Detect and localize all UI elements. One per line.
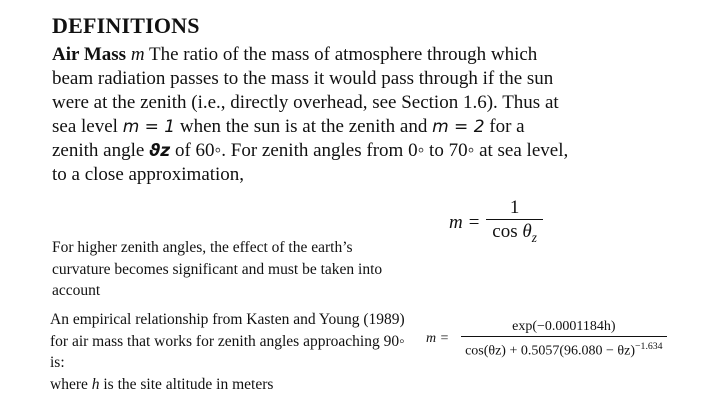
page-heading: DEFINITIONS <box>52 13 200 38</box>
equation1-denominator <box>486 219 543 249</box>
equation1-fraction <box>486 197 543 249</box>
equation2-fraction <box>461 318 667 361</box>
kasten-young-equation <box>426 318 667 361</box>
where-prefix: where <box>50 375 92 393</box>
m-equals-2: m = 2 <box>432 117 485 137</box>
theta-z-symbol: ϑz <box>149 141 171 161</box>
equation1-cos: cos <box>492 221 518 242</box>
air-mass-equation-simple <box>449 197 543 249</box>
equation1-sub: z <box>531 229 537 245</box>
equation2-denominator-text: cos(θz) + 0.5057(96.080 − θz) <box>465 343 636 359</box>
kasten-young-text: An empirical relationship from Kasten and Young (1989) for air mass that works for zenith angles approaching 90◦ is: <box>50 311 405 371</box>
definition-text-3: for a zenith angle <box>52 116 525 161</box>
where-suffix: is the site altitude in meters <box>99 375 274 393</box>
kasten-young-note <box>50 309 410 395</box>
equation1-theta: θ <box>522 221 532 242</box>
definition-text-1: The ratio of the mass of atmosphere through which beam radiation passes to the mass it would pass through if the sun were at the zenith (i.e., directly overhead, see Section 1.6). Thus at sea level <box>52 44 559 137</box>
air-mass-definition <box>52 43 572 187</box>
equation1-lhs: m = <box>449 211 481 233</box>
equation2-exponent: −1.634 <box>635 341 663 352</box>
where-var: h <box>91 375 100 393</box>
m-equals-1: m = 1 <box>122 117 176 137</box>
definition-term: Air Mass <box>52 44 127 65</box>
equation1-numerator: 1 <box>509 197 520 218</box>
higher-angle-note: For higher zenith angles, the effect of the earth’s curvature becomes significant and must be taken into account <box>52 239 383 299</box>
equation2-numerator: exp(−0.0001184h) <box>512 319 616 334</box>
definition-symbol: m <box>130 44 145 65</box>
altitude-note <box>50 374 410 396</box>
definition-text-4: of 60◦. For zenith angles from 0◦ to 70◦ at sea level, to a close approximation, <box>52 140 569 185</box>
equation2-lhs: m = <box>426 331 450 347</box>
definition-text-2: when the sun is at the zenith and <box>175 116 433 137</box>
equation2-denominator <box>461 336 667 361</box>
